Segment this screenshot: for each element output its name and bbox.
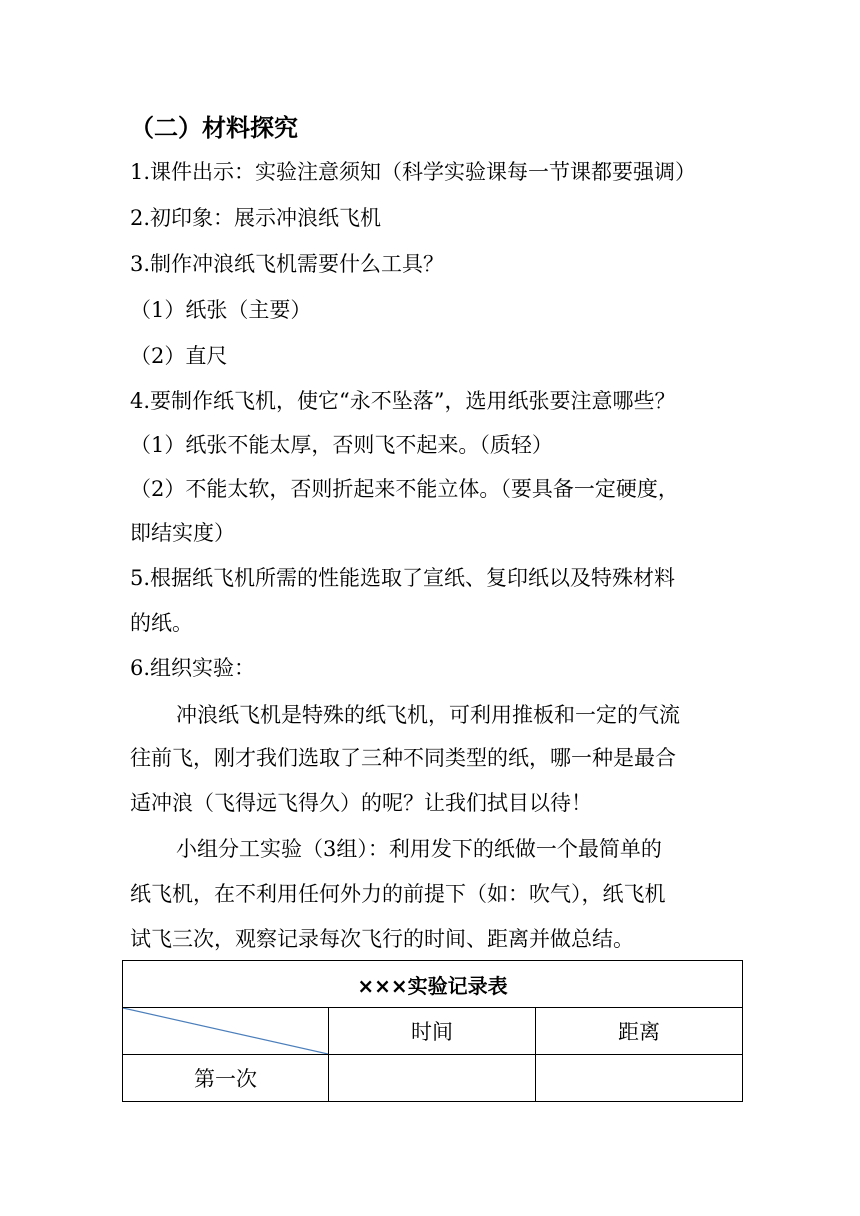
section-heading: （二）材料探究 [130,114,298,142]
text-line-4: （1）纸张（主要） [130,298,312,322]
text-line-15: 适冲浪（飞得远飞得久）的呢？让我们拭目以待！ [130,791,592,815]
text-line-6: 4.要制作纸飞机，使它“永不坠落”，选用纸张要注意哪些？ [130,389,676,413]
cell-first-time[interactable] [329,1055,536,1102]
text-line-10: 5.根据纸飞机所需的性能选取了宣纸、复印纸以及特殊材料 [130,566,676,590]
text-line-11: 的纸。 [130,611,193,635]
experiment-record-table [122,960,743,1102]
text-line-8: （2）不能太软，否则折起来不能立体。（要具备一定硬度， [130,477,679,501]
text-line-1: 1.课件出示：实验注意须知（科学实验课每一节课都要强调） [130,160,697,184]
table-title-row [123,961,743,1008]
table-header-row [123,1008,743,1055]
text-line-17: 纸飞机，在不利用任何外力的前提下（如：吹气），纸飞机 [130,882,666,906]
text-line-12: 6.组织实验： [130,656,256,680]
text-line-14: 往前飞，刚才我们选取了三种不同类型的纸，哪一种是最合 [130,746,676,770]
column-header-distance: 距离 [536,1008,743,1055]
text-line-7: （1）纸张不能太厚，否则飞不起来。（质轻） [130,433,553,457]
text-line-2: 2.初印象：展示冲浪纸飞机 [130,206,382,230]
text-line-3: 3.制作冲浪纸飞机需要什么工具？ [130,252,445,276]
diagonal-line [123,1008,328,1054]
text-line-9: 即结实度） [130,521,235,545]
row-label-first: 第一次 [123,1055,329,1102]
text-line-5: （2）直尺 [130,344,228,368]
table-row [123,1055,743,1102]
cell-first-distance[interactable] [536,1055,743,1102]
diagonal-header-cell [123,1008,329,1055]
column-header-time: 时间 [329,1008,536,1055]
text-line-18: 试飞三次，观察记录每次飞行的时间、距离并做总结。 [130,927,634,951]
text-line-13: 冲浪纸飞机是特殊的纸飞机，可利用推板和一定的气流 [176,703,680,727]
table-title: ×××实验记录表 [123,961,743,1008]
text-line-16: 小组分工实验（3组）：利用发下的纸做一个最简单的 [176,837,662,861]
